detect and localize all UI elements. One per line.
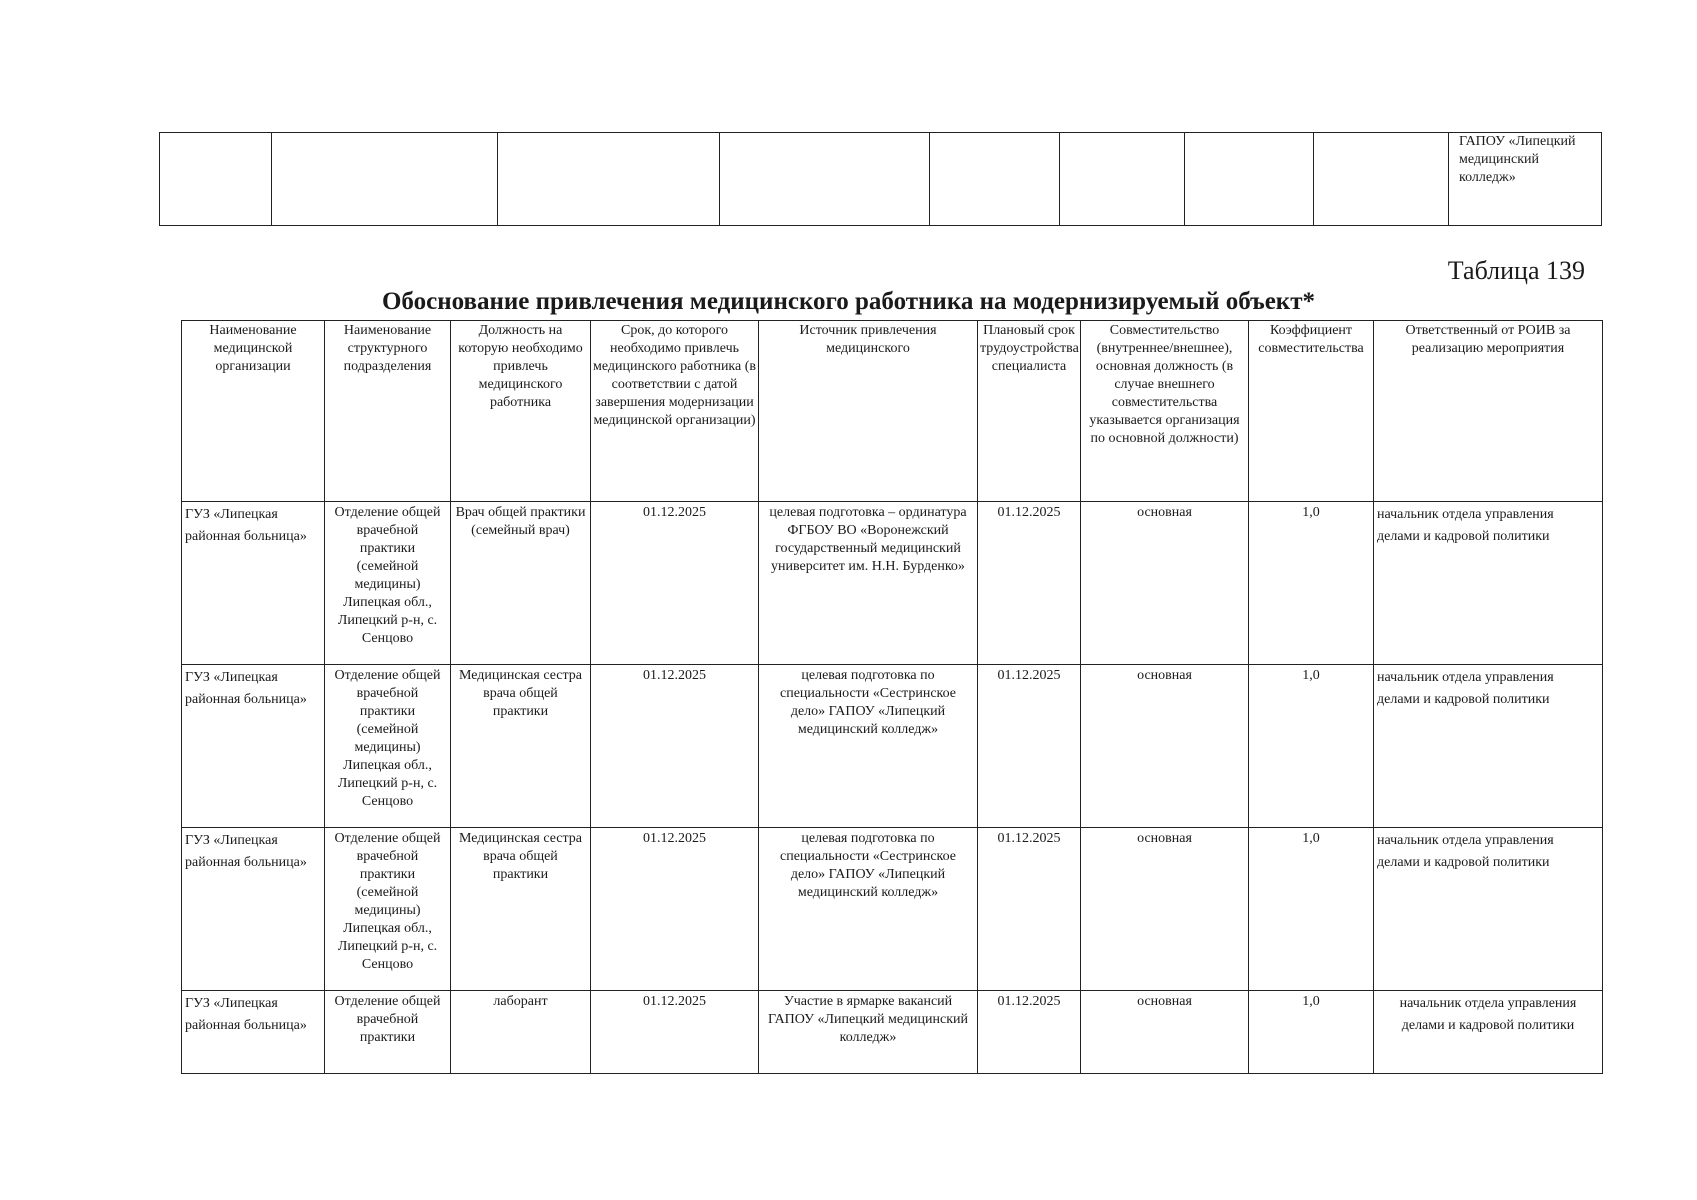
continuation-row <box>160 133 1602 226</box>
cell-responsible: начальник отдела управления делами и кадровой политики <box>1374 502 1603 665</box>
cell-source: целевая подготовка по специальности «Сестринское дело» ГАПОУ «Липецкий медицинский колледж» <box>759 828 978 991</box>
cell-source: Участие в ярмарке вакансий ГАПОУ «Липецкий медицинский колледж» <box>759 991 978 1074</box>
continuation-cell <box>1185 133 1314 226</box>
cell-deadline: 01.12.2025 <box>591 665 759 828</box>
cell-position: Врач общей практики (семейный врач) <box>451 502 591 665</box>
cell-source: целевая подготовка по специальности «Сестринское дело» ГАПОУ «Липецкий медицинский колледж» <box>759 665 978 828</box>
cell-combination: основная <box>1081 828 1249 991</box>
cell-planned-date: 01.12.2025 <box>978 991 1081 1074</box>
cell-deadline: 01.12.2025 <box>591 828 759 991</box>
staffing-table <box>181 320 1603 1074</box>
continuation-cell <box>930 133 1060 226</box>
header-row <box>182 321 1603 502</box>
cell-coefficient: 1,0 <box>1249 502 1374 665</box>
header-responsible: Ответственный от РОИВ за реализацию мероприятия <box>1374 321 1603 502</box>
cell-position: Медицинская сестра врача общей практики <box>451 828 591 991</box>
cell-deadline: 01.12.2025 <box>591 991 759 1074</box>
header-source: Источник привлечения медицинского <box>759 321 978 502</box>
table-row <box>182 502 1603 665</box>
cell-unit: Отделение общей врачебной практики (семейной медицины) Липецкая обл., Липецкий р-н, с. Сенцово <box>325 665 451 828</box>
cell-unit: Отделение общей врачебной практики (семейной медицины) Липецкая обл., Липецкий р-н, с. Сенцово <box>325 828 451 991</box>
cell-unit: Отделение общей врачебной практики (семейной медицины) Липецкая обл., Липецкий р-н, с. Сенцово <box>325 502 451 665</box>
cell-coefficient: 1,0 <box>1249 665 1374 828</box>
header-org: Наименование медицинской организации <box>182 321 325 502</box>
cell-source: целевая подготовка – ординатура ФГБОУ ВО «Воронежский государственный медицинский университет им. Н.Н. Бурденко» <box>759 502 978 665</box>
continuation-last-cell: ГАПОУ «Липецкий медицинский колледж» <box>1449 133 1602 226</box>
cell-responsible: начальник отдела управления делами и кадровой политики <box>1374 828 1603 991</box>
cell-position: Медицинская сестра врача общей практики <box>451 665 591 828</box>
header-position: Должность на которую необходимо привлечь медицинского работника <box>451 321 591 502</box>
cell-planned-date: 01.12.2025 <box>978 828 1081 991</box>
table-number: Таблица 139 <box>1447 256 1585 285</box>
continuation-cell <box>1314 133 1449 226</box>
cell-planned-date: 01.12.2025 <box>978 502 1081 665</box>
continuation-cell <box>160 133 272 226</box>
continuation-cell <box>272 133 498 226</box>
table-title: Обоснование привлечения медицинского работника на модернизируемый объект* <box>381 288 1315 315</box>
table-row <box>182 991 1603 1074</box>
continuation-cell <box>1060 133 1185 226</box>
header-combination: Совместительство (внутреннее/внешнее), основная должность (в случае внешнего совместительства указывается организация по основной должности) <box>1081 321 1249 502</box>
cell-position: лаборант <box>451 991 591 1074</box>
header-coefficient: Коэффициент совместительства <box>1249 321 1374 502</box>
cell-combination: основная <box>1081 502 1249 665</box>
cell-org: ГУЗ «Липецкая районная больница» <box>182 991 325 1074</box>
continuation-cell <box>498 133 720 226</box>
header-unit: Наименование структурного подразделения <box>325 321 451 502</box>
cell-org: ГУЗ «Липецкая районная больница» <box>182 502 325 665</box>
cell-planned-date: 01.12.2025 <box>978 665 1081 828</box>
cell-org: ГУЗ «Липецкая районная больница» <box>182 665 325 828</box>
continuation-cell <box>720 133 930 226</box>
cell-unit: Отделение общей врачебной практики <box>325 991 451 1074</box>
header-planned-date: Плановый срок трудоустройства специалиста <box>978 321 1081 502</box>
cell-org: ГУЗ «Липецкая районная больница» <box>182 828 325 991</box>
cell-coefficient: 1,0 <box>1249 991 1374 1074</box>
continuation-table <box>159 132 1602 226</box>
header-deadline: Срок, до которого необходимо привлечь медицинского работника (в соответствии с датой завершения модернизации медицинской организации) <box>591 321 759 502</box>
table-row <box>182 665 1603 828</box>
cell-combination: основная <box>1081 991 1249 1074</box>
cell-combination: основная <box>1081 665 1249 828</box>
cell-deadline: 01.12.2025 <box>591 502 759 665</box>
cell-coefficient: 1,0 <box>1249 828 1374 991</box>
cell-responsible: начальник отдела управления делами и кадровой политики <box>1374 991 1603 1074</box>
cell-responsible: начальник отдела управления делами и кадровой политики <box>1374 665 1603 828</box>
table-row <box>182 828 1603 991</box>
